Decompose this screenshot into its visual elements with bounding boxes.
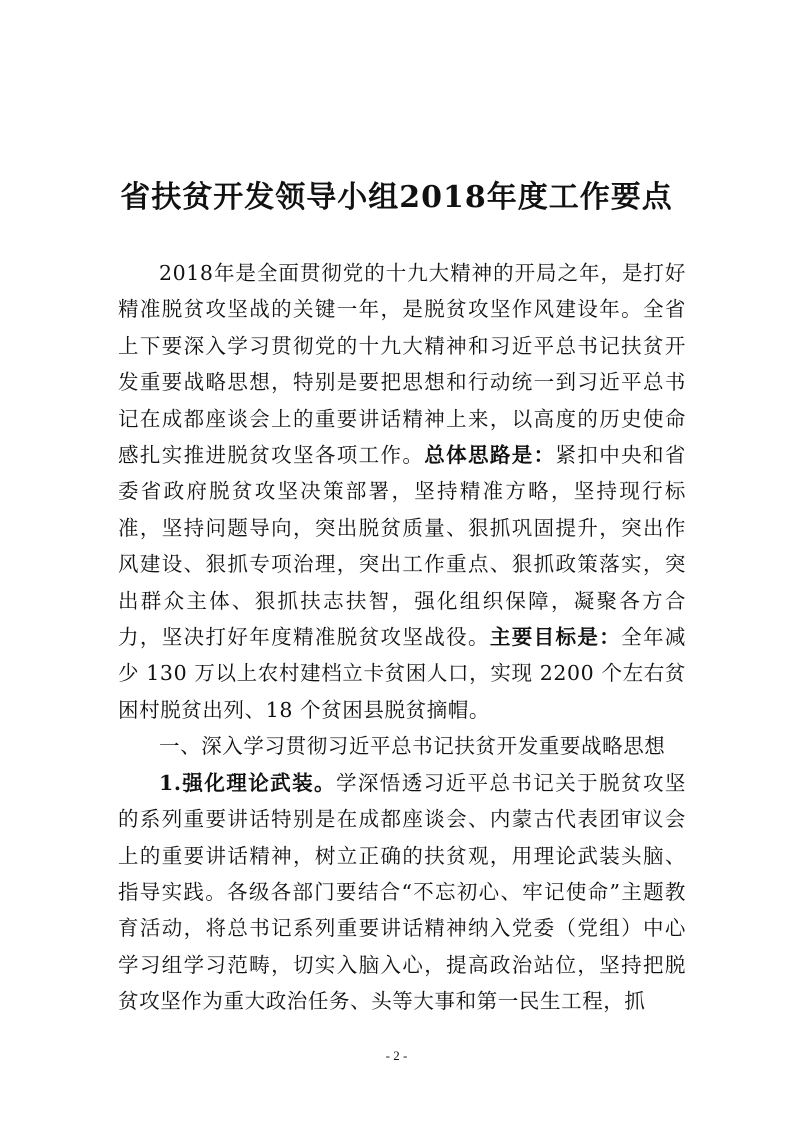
intro-text: 2018年是全面贯彻党的十九大精神的开局之年，是打好精准脱贫攻坚战的关键一年，是脱贫攻坚作风建设年。全省上下要深入学习贯彻党的十九大精神和习近平总书记扶贫开发重要战略思想，特别是要把思想和行动统一到习近平总书记在成都座谈会上的重要讲话精神上来，以高度的历史使命感扎实推进脱贫攻坚各项工作。 — [118, 261, 686, 468]
item-label: 1.强化理论武装。 — [159, 770, 336, 795]
item-paragraph — [118, 765, 686, 1020]
approach-label: 总体思路是： — [424, 443, 556, 468]
intro-paragraph — [118, 255, 686, 728]
goal-label: 主要目标是： — [489, 625, 622, 650]
document-body — [118, 255, 686, 1020]
goal-text: 全年减少 130 万以上农村建档立卡贫困人口，实现 2200 个左右贫困村脱贫出列、18 个贫困县脱贫摘帽。 — [118, 625, 686, 722]
item-text: 学深悟透习近平总书记关于脱贫攻坚的系列重要讲话特别是在成都座谈会、内蒙古代表团审议会上的重要讲话精神，树立正确的扶贫观，用理论武装头脑、指导实践。各级各部门要结合“不忘初心、牢记使命”主题教育活动，将总书记系列重要讲话精神纳入党委（党组）中心学习组学习范畴，切实入脑入心，提高政治站位，坚持把脱贫攻坚作为重大政治任务、头等大事和第一民生工程，抓 — [118, 770, 686, 1014]
section-heading: 一、深入学习贯彻习近平总书记扶贫开发重要战略思想 — [159, 734, 666, 759]
document-title: 省扶贫开发领导小组2018年度工作要点 — [120, 180, 673, 215]
approach-text: 紧扣中央和省委省政府脱贫攻坚决策部署，坚持精准方略，坚持现行标准，坚持问题导向，突出脱贫质量、狠抓巩固提升，突出作风建设、狠抓专项治理，突出工作重点、狠抓政策落实，突出群众主体、狠抓扶志扶智，强化组织保障，凝聚各方合力，坚决打好年度精准脱贫攻坚战役。 — [118, 443, 686, 650]
page-number: - 2 - — [385, 1048, 408, 1063]
